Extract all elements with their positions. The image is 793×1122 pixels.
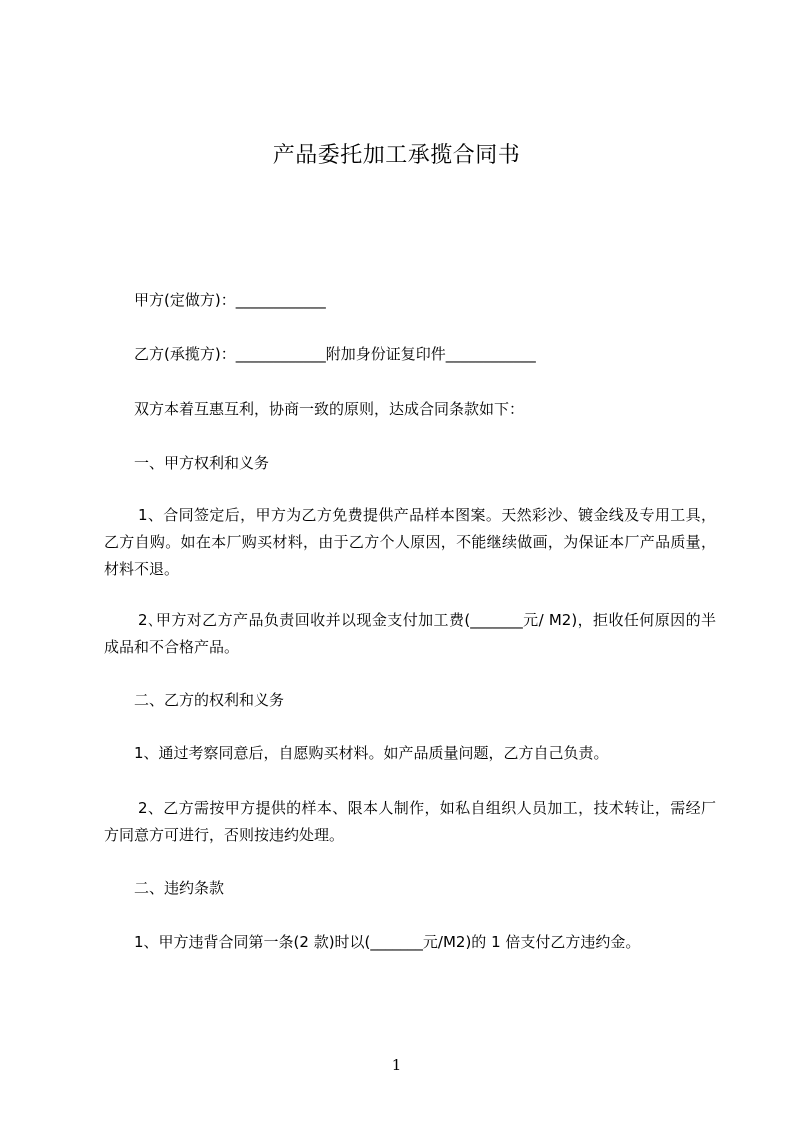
document-title: 产品委托加工承揽合同书 (272, 143, 521, 168)
section3-heading: 二、违约条款 (134, 879, 225, 897)
party-b-line: 乙方(承揽方)：____________附加身份证复印件____________ (134, 345, 536, 363)
section2-item1: 1、通过考察同意后，自愿购买材料。如产品质量问题，乙方自己负责。 (134, 744, 609, 762)
preamble: 双方本着互惠互利，协商一致的原则，达成合同条款如下： (134, 400, 525, 418)
section2-item2: 2、乙方需按甲方提供的样本、限本人制作，如私自组织人员加工，技术转让，需经厂方同意方可进行，否则按违约处理。 (104, 799, 716, 844)
page-number: 1 (391, 1056, 402, 1074)
party-a-line: 甲方(定做方)：____________ (134, 291, 326, 309)
section1-heading: 一、甲方权利和义务 (134, 454, 270, 472)
section1-item2: 2､甲方对乙方产品负责回收并以现金支付加工费(_______元/ M2)，拒收任何原因的半成品和不合格产品。 (104, 611, 716, 656)
section3-item1: 1、甲方违背合同第一条(2 款)时以(_______元/M2)的 1 倍支付乙方违约金。 (134, 933, 641, 951)
section2-heading: 二、乙方的权利和义务 (134, 691, 285, 709)
section1-item1: 1、合同签定后，甲方为乙方免费提供产品样本图案。天然彩沙、镀金线及专用工具，乙方自购。如在本厂购买材料，由于乙方个人原因，不能继续做画，为保证本厂产品质量，材料不退。 (104, 506, 716, 578)
